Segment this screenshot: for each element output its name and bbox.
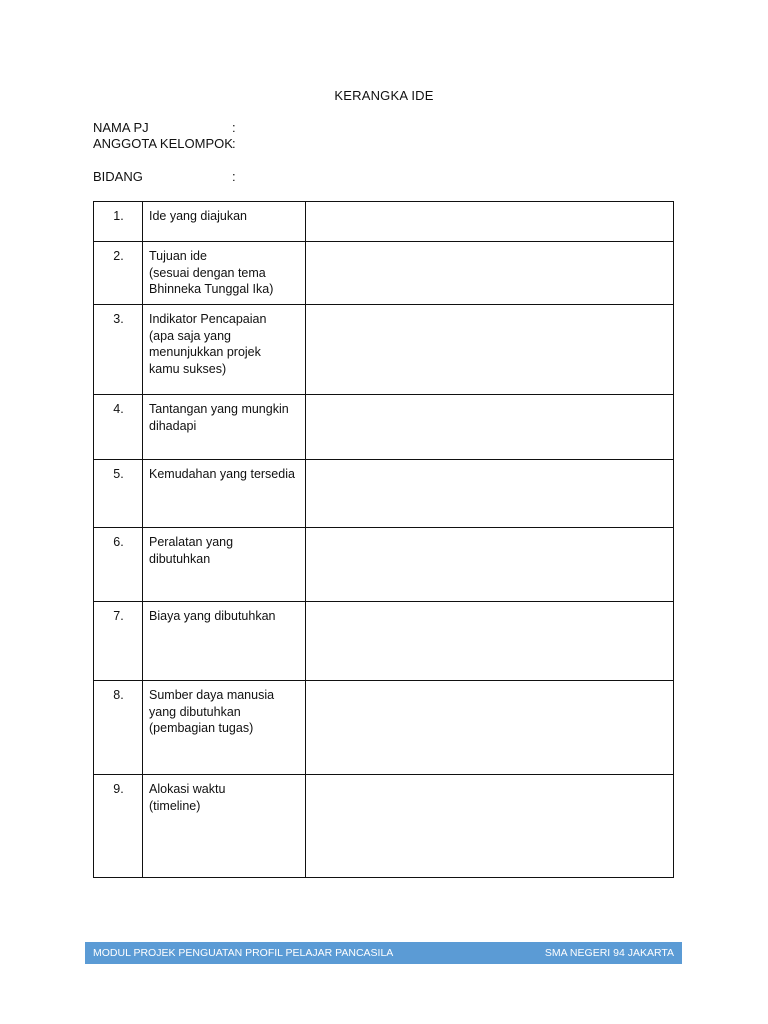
row-number: 2. <box>94 242 143 305</box>
answer-cell[interactable] <box>306 460 674 528</box>
field-separator: : <box>232 136 236 151</box>
row-number: 6. <box>94 528 143 602</box>
row-number: 1. <box>94 202 143 242</box>
row-number: 8. <box>94 681 143 775</box>
document-title: KERANGKA IDE <box>334 88 434 103</box>
field-nama-pj <box>93 120 236 136</box>
row-number: 9. <box>94 775 143 878</box>
row-label: Kemudahan yang tersedia <box>143 460 306 528</box>
field-anggota-kelompok <box>93 136 236 152</box>
answer-cell[interactable] <box>306 775 674 878</box>
answer-cell[interactable] <box>306 202 674 242</box>
footer-module-title: MODUL PROJEK PENGUATAN PROFIL PELAJAR PANCASILA <box>93 947 394 959</box>
answer-cell[interactable] <box>306 242 674 305</box>
field-label: ANGGOTA KELOMPOK <box>93 136 233 151</box>
row-number: 5. <box>94 460 143 528</box>
field-bidang <box>93 169 236 185</box>
row-label: Peralatan yang dibutuhkan <box>143 528 306 602</box>
field-label: BIDANG <box>93 169 143 184</box>
table-row <box>94 602 674 681</box>
field-label: NAMA PJ <box>93 120 149 135</box>
table-row <box>94 305 674 395</box>
field-separator: : <box>232 120 236 135</box>
row-label: Biaya yang dibutuhkan <box>143 602 306 681</box>
table-row <box>94 681 674 775</box>
answer-cell[interactable] <box>306 395 674 460</box>
table-row <box>94 460 674 528</box>
row-label: Alokasi waktu (timeline) <box>143 775 306 878</box>
table-row <box>94 775 674 878</box>
answer-cell[interactable] <box>306 681 674 775</box>
row-label: Tujuan ide (sesuai dengan tema Bhinneka Tunggal Ika) <box>143 242 306 305</box>
row-number: 7. <box>94 602 143 681</box>
row-label: Tantangan yang mungkin dihadapi <box>143 395 306 460</box>
answer-cell[interactable] <box>306 528 674 602</box>
row-label: Sumber daya manusia yang dibutuhkan (pembagian tugas) <box>143 681 306 775</box>
row-label: Ide yang diajukan <box>143 202 306 242</box>
answer-cell[interactable] <box>306 305 674 395</box>
row-label: Indikator Pencapaian (apa saja yang menunjukkan projek kamu sukses) <box>143 305 306 395</box>
page-footer <box>85 942 682 964</box>
row-number: 3. <box>94 305 143 395</box>
answer-cell[interactable] <box>306 602 674 681</box>
row-number: 4. <box>94 395 143 460</box>
table-row <box>94 202 674 242</box>
table-row <box>94 395 674 460</box>
footer-school-name: SMA NEGERI 94 JAKARTA <box>544 947 674 959</box>
table-row <box>94 528 674 602</box>
table-row <box>94 242 674 305</box>
field-separator: : <box>232 169 236 184</box>
kerangka-table <box>93 201 674 878</box>
